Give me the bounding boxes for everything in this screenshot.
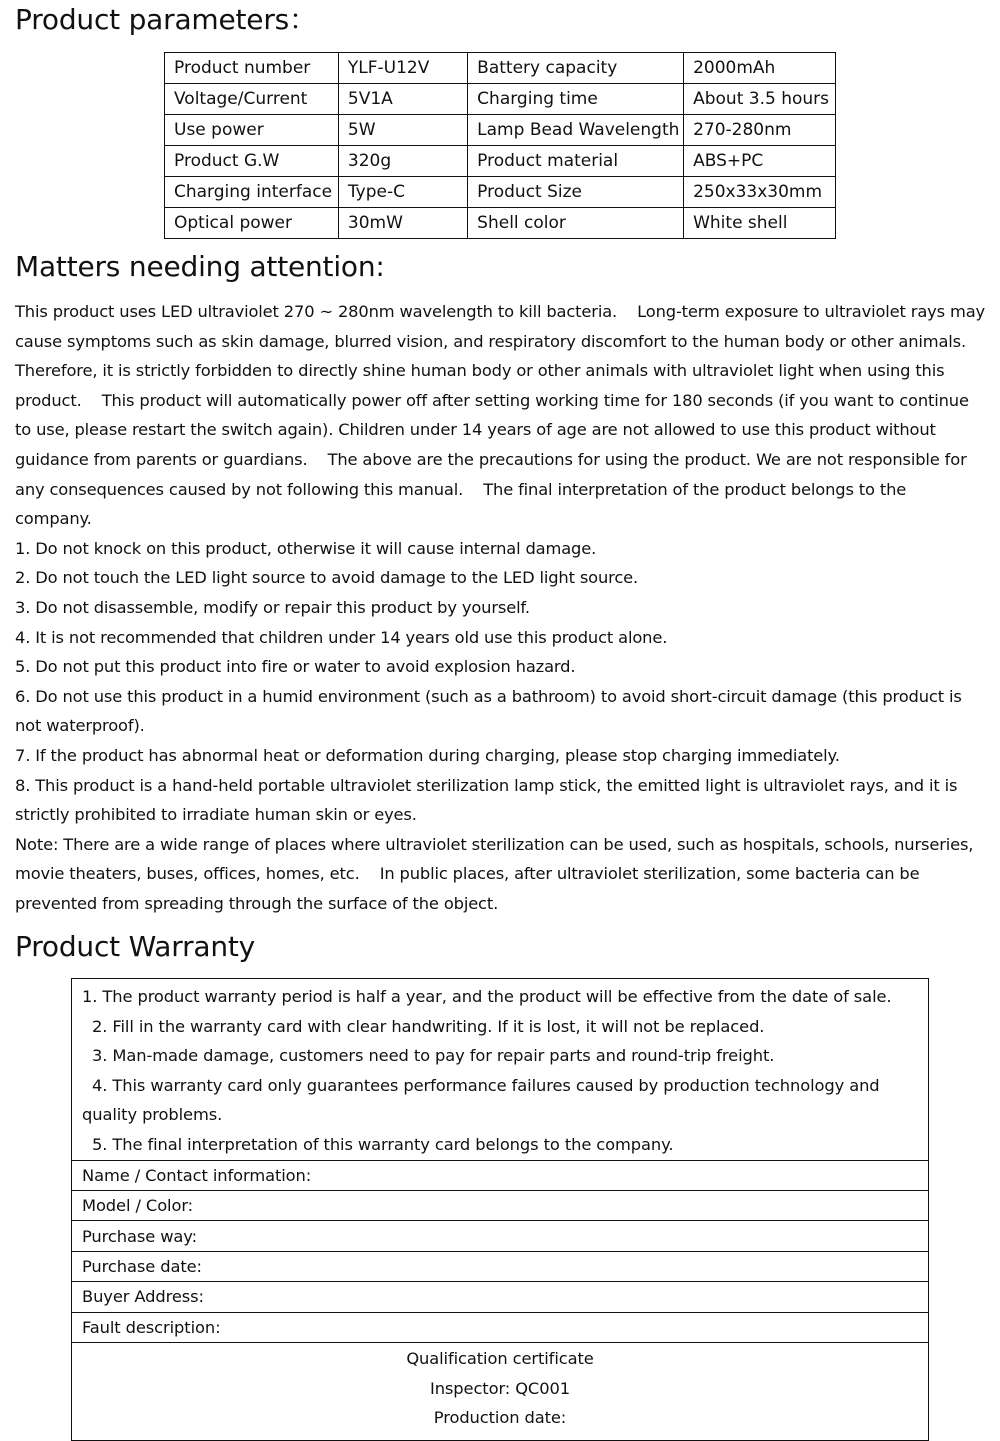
table-row [165, 208, 836, 239]
attention-item: 2. Do not touch the LED light source to avoid damage to the LED light source. [15, 568, 639, 588]
param-label: Charging time [468, 84, 684, 115]
qualification-certificate [72, 1342, 929, 1440]
warranty-card-table [71, 978, 929, 1441]
param-value: About 3.5 hours [684, 84, 836, 115]
param-value: 270-280nm [684, 115, 836, 146]
section-title-matters-needing-attention: Matters needing attention: [15, 250, 385, 283]
param-value: YLF-U12V [338, 53, 467, 84]
attention-section [15, 297, 987, 918]
param-value: ABS+PC [684, 146, 836, 177]
param-label: Voltage/Current [165, 84, 339, 115]
table-row [165, 146, 836, 177]
certificate-production-date: Production date: [433, 1408, 567, 1428]
table-row [72, 1221, 929, 1251]
field-purchase-date: Purchase date: [72, 1251, 929, 1281]
table-row [72, 979, 929, 1161]
param-value: 30mW [338, 208, 467, 239]
param-value: 5W [338, 115, 467, 146]
table-row [72, 1312, 929, 1342]
param-label: Product Size [468, 177, 684, 208]
table-row [165, 53, 836, 84]
warranty-term: 1. The product warranty period is half a year, and the product will be effective from the date of sale. [82, 987, 892, 1006]
attention-item: 1. Do not knock on this product, otherwise it will cause internal damage. [15, 538, 597, 558]
table-row [165, 177, 836, 208]
param-value: 2000mAh [684, 53, 836, 84]
attention-item: 3. Do not disassemble, modify or repair this product by yourself. [15, 597, 530, 617]
param-label: Product G.W [165, 146, 339, 177]
field-model-color: Model / Color: [72, 1190, 929, 1220]
param-label: Use power [165, 115, 339, 146]
param-label: Product material [468, 146, 684, 177]
param-value: Type-C [338, 177, 467, 208]
param-label: Optical power [165, 208, 339, 239]
attention-item: 4. It is not recommended that children under 14 years old use this product alone. [15, 627, 668, 647]
field-contact-information: Name / Contact information: [72, 1160, 929, 1190]
warranty-term: 5. The final interpretation of this warranty card belongs to the company. [92, 1134, 674, 1154]
table-row [72, 1160, 929, 1190]
table-row [72, 1251, 929, 1281]
warranty-term: 2. Fill in the warranty card with clear handwriting. If it is lost, it will not be replaced. [92, 1016, 765, 1036]
param-value: 320g [338, 146, 467, 177]
table-row [72, 1282, 929, 1312]
attention-intro: This product uses LED ultraviolet 270 ~ 280nm wavelength to kill bacteria. Long-term exposure to ultraviolet rays may cause symptoms such as skin damage, blurred vision, and respiratory discomfort to the human body or other animals. Therefore, it is strictly forbidden to directly shine human body or other animals with ultraviolet light when using this product. This product will automatically power off after setting working time for 180 seconds (if you want to continue to use, please restart the switch again). Children under 14 years of age are not allowed to use this product without guidance from parents or guardians. The above are the precautions for using the product. We are not responsible for any consequences caused by not following this manual. The final interpretation of the product belongs to the company. [15, 302, 986, 529]
field-purchase-way: Purchase way: [72, 1221, 929, 1251]
table-row [72, 1190, 929, 1220]
attention-item: 5. Do not put this product into fire or water to avoid explosion hazard. [15, 657, 576, 677]
certificate-inspector: Inspector: QC001 [430, 1378, 570, 1398]
warranty-term [82, 1071, 918, 1130]
field-buyer-address: Buyer Address: [72, 1282, 929, 1312]
table-row [165, 115, 836, 146]
attention-item: 6. Do not use this product in a humid environment (such as a bathroom) to avoid short-circuit damage (this product is not waterproof). [15, 686, 962, 736]
param-value: White shell [684, 208, 836, 239]
attention-item: 7. If the product has abnormal heat or deformation during charging, please stop charging immediately. [15, 745, 840, 765]
section-title-product-warranty: Product Warranty [15, 930, 256, 963]
warranty-terms [72, 979, 929, 1161]
field-fault-description: Fault description: [72, 1312, 929, 1342]
table-row [165, 84, 836, 115]
attention-note: Note: There are a wide range of places where ultraviolet sterilization can be used, such as hospitals, schools, nurseries, movie theaters, buses, offices, homes, etc. In public places, after ultraviolet sterilization, some bacteria can be prevented from spreading through the surface of the object. [15, 834, 974, 913]
param-value: 250x33x30mm [684, 177, 836, 208]
product-parameters-table [164, 52, 836, 239]
param-value: 5V1A [338, 84, 467, 115]
warranty-term: 3. Man-made damage, customers need to pay for repair parts and round-trip freight. [92, 1046, 775, 1066]
param-label: Lamp Bead Wavelength [468, 115, 684, 146]
certificate-title: Qualification certificate [406, 1348, 594, 1368]
warranty-term-text: 4. This warranty card only guarantees performance failures caused by production technology and quality problems. [82, 1075, 880, 1125]
section-title-product-parameters: Product parameters： [15, 3, 317, 36]
param-label: Product number [165, 53, 339, 84]
attention-item: 8. This product is a hand-held portable ultraviolet sterilization lamp stick, the emitted light is ultraviolet rays, and it is strictly prohibited to irradiate human skin or eyes. [15, 775, 958, 825]
param-label: Shell color [468, 208, 684, 239]
param-label: Charging interface [165, 177, 339, 208]
param-label: Battery capacity [468, 53, 684, 84]
table-row [72, 1342, 929, 1440]
